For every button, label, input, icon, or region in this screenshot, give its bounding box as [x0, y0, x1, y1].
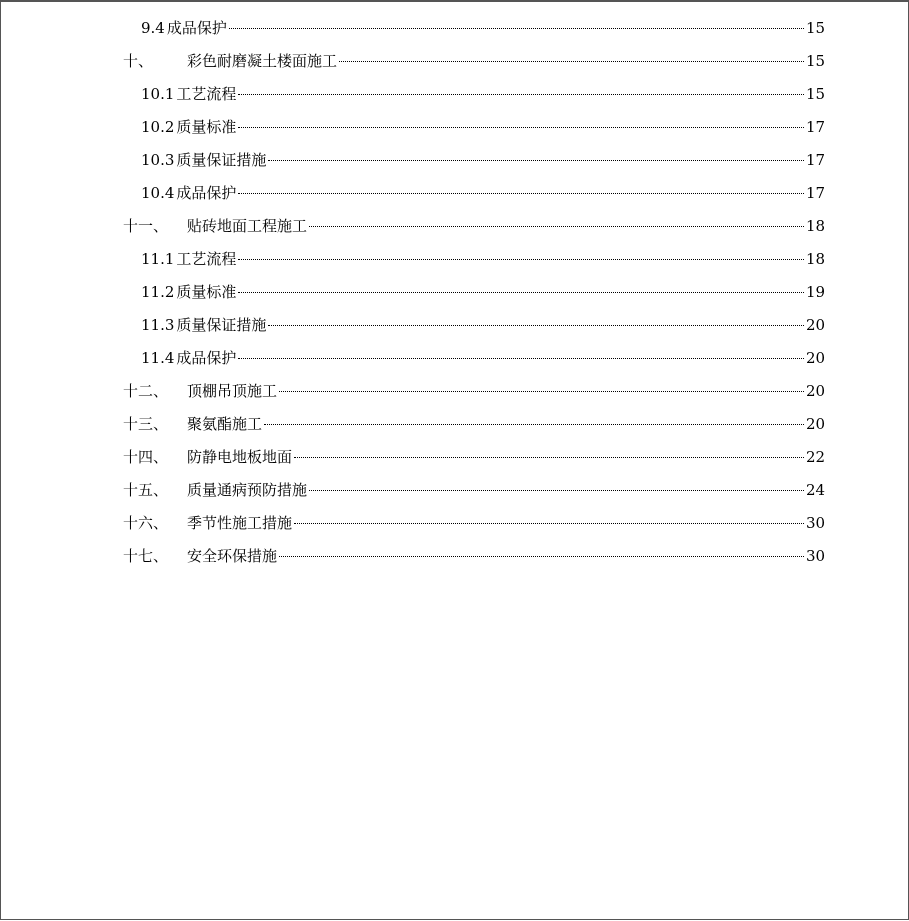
toc-entry[interactable] [141, 280, 824, 304]
toc-entry-title: 彩色耐磨凝土楼面施工 [187, 52, 338, 70]
toc-entry[interactable] [123, 49, 824, 73]
toc-entry-title: 质量保证措施 [176, 316, 267, 334]
toc-entry-title: 聚氨酯施工 [187, 415, 263, 433]
toc-entry[interactable] [141, 247, 824, 271]
toc-entry-page: 17 [806, 151, 826, 169]
toc-entry[interactable] [141, 181, 824, 205]
dot-leader [238, 357, 804, 359]
toc-entry-title: 顶棚吊顶施工 [187, 382, 278, 400]
toc-entry-title: 质量标准 [176, 118, 237, 136]
dot-leader [238, 192, 804, 194]
toc-entry-title: 贴砖地面工程施工 [187, 217, 308, 235]
dot-leader [268, 159, 804, 161]
dot-leader [264, 423, 804, 425]
toc-entry-page: 17 [806, 184, 826, 202]
toc-entry-number: 十二、 [123, 382, 169, 400]
toc-entry-title: 成品保护 [176, 349, 237, 367]
toc-entry-number: 十六、 [123, 514, 169, 532]
toc-entry-page: 15 [806, 52, 826, 70]
toc-entry[interactable] [123, 478, 824, 502]
toc-entry-page: 30 [806, 547, 826, 565]
toc-entry-number: 10.2 [141, 118, 175, 136]
toc-entry-number: 11.3 [141, 316, 175, 334]
toc-entry-number: 11.2 [141, 283, 175, 301]
dot-leader [309, 225, 804, 227]
toc-entry-page: 15 [806, 85, 826, 103]
dot-leader [294, 456, 804, 458]
toc-entry-page: 30 [806, 514, 826, 532]
toc-entry[interactable] [123, 445, 824, 469]
toc-entry-title: 质量保证措施 [176, 151, 267, 169]
toc-entry-title: 质量标准 [176, 283, 237, 301]
toc-entry-title: 防静电地板地面 [187, 448, 293, 466]
dot-leader [309, 489, 804, 491]
toc-entry-page: 19 [806, 283, 826, 301]
toc-entry[interactable] [141, 148, 824, 172]
toc-entry-number: 十一、 [123, 217, 169, 235]
toc-entry-title: 成品保护 [166, 19, 227, 37]
toc-entry[interactable] [123, 544, 824, 568]
dot-leader [294, 522, 804, 524]
toc-entry-title: 成品保护 [176, 184, 237, 202]
toc-entry-page: 17 [806, 118, 826, 136]
toc-entry-page: 22 [806, 448, 826, 466]
toc-entry-page: 18 [806, 250, 826, 268]
toc-entry-number: 11.4 [141, 349, 175, 367]
toc-entry-number: 10.4 [141, 184, 175, 202]
toc-entry-title: 安全环保措施 [187, 547, 278, 565]
dot-leader [238, 126, 804, 128]
toc-entry-number: 十七、 [123, 547, 169, 565]
dot-leader [238, 93, 804, 95]
toc-entry[interactable] [123, 379, 824, 403]
toc-entry-number: 十、 [123, 52, 154, 70]
toc-entry[interactable] [123, 214, 824, 238]
dot-leader [279, 555, 804, 557]
toc-entry-number: 10.3 [141, 151, 175, 169]
toc-entry-number: 十五、 [123, 481, 169, 499]
toc-entry-title: 工艺流程 [176, 250, 237, 268]
toc-entry[interactable] [141, 115, 824, 139]
toc-entry-page: 18 [806, 217, 826, 235]
toc-entry-page: 20 [806, 316, 826, 334]
toc-entry-title: 工艺流程 [176, 85, 237, 103]
toc-entry[interactable] [123, 511, 824, 535]
dot-leader [268, 324, 804, 326]
toc-entry-number: 11.1 [141, 250, 175, 268]
dot-leader [229, 27, 804, 29]
toc-entry-number: 十三、 [123, 415, 169, 433]
toc-entry[interactable] [141, 313, 824, 337]
toc-entry-number: 9.4 [141, 19, 165, 37]
dot-leader [238, 291, 804, 293]
toc-entry-number: 十四、 [123, 448, 169, 466]
dot-leader [238, 258, 804, 260]
toc-entry-page: 24 [806, 481, 826, 499]
toc-entry-number: 10.1 [141, 85, 175, 103]
toc-entry-page: 15 [806, 19, 826, 37]
toc-entry[interactable] [141, 16, 824, 40]
toc-entry-page: 20 [806, 349, 826, 367]
dot-leader [339, 60, 804, 62]
toc-entry-title: 季节性施工措施 [187, 514, 293, 532]
toc-entry-page: 20 [806, 415, 826, 433]
toc-entry-page: 20 [806, 382, 826, 400]
toc-entry-title: 质量通病预防措施 [187, 481, 308, 499]
toc-entry[interactable] [141, 346, 824, 370]
toc-entry[interactable] [141, 82, 824, 106]
dot-leader [279, 390, 804, 392]
toc-entry[interactable] [123, 412, 824, 436]
